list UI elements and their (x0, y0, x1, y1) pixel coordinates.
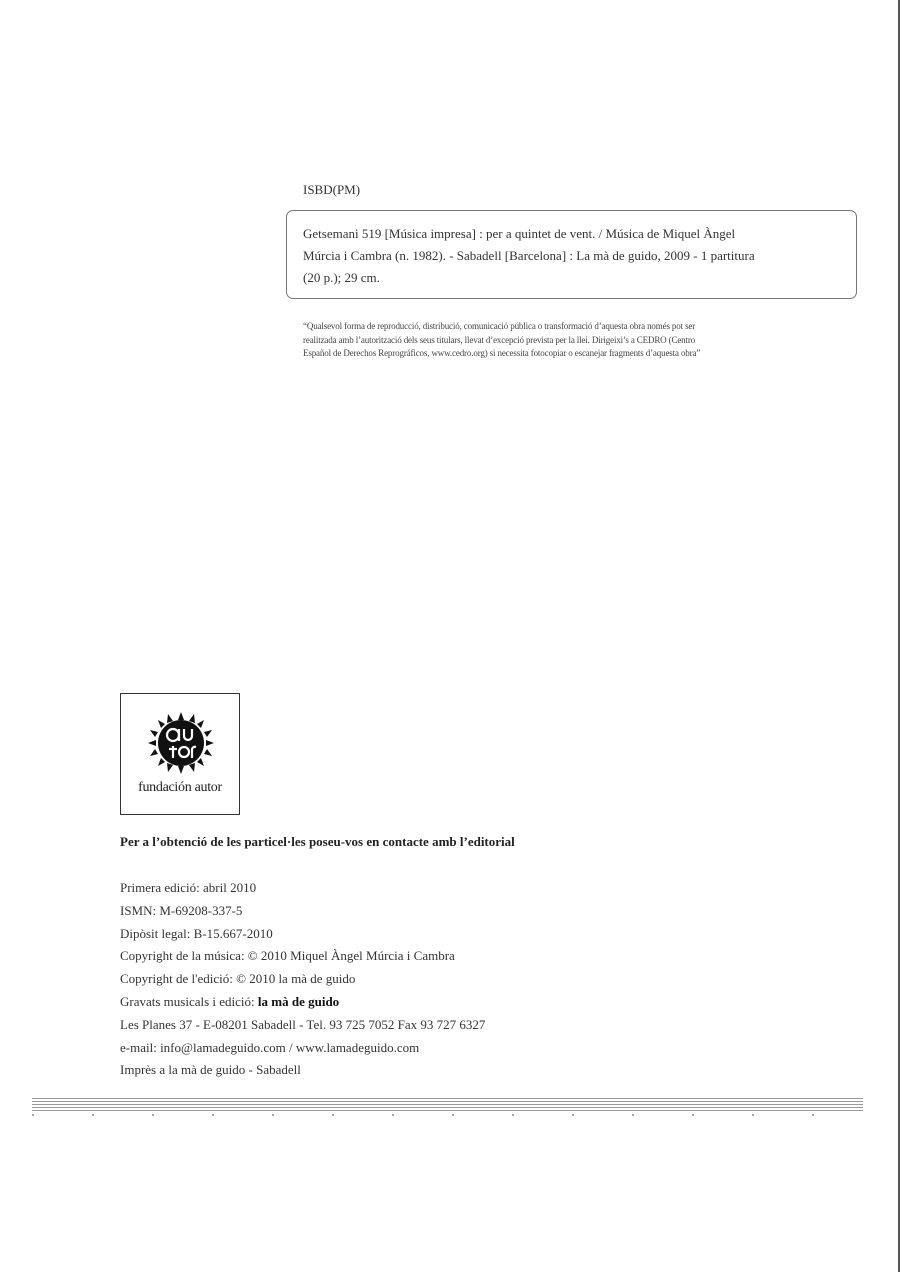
printed-by: Imprès a la mà de guido - Sabadell (120, 1062, 301, 1078)
copyright-notice-line: Español de Derechos Reprográficos, www.cedro.org) si necessita fotocopiar o escanejar fragments d’aquesta obra” (303, 348, 701, 358)
legal-deposit: Dipòsit legal: B-15.667-2010 (120, 925, 273, 941)
fundacion-autor-logo (120, 693, 240, 815)
publisher-address: Les Planes 37 - E-08201 Sabadell - Tel. 93 725 7052 Fax 93 727 6327 (120, 1016, 486, 1032)
isbd-label: ISBD(PM) (303, 182, 361, 197)
copyright-music: Copyright de la música: © 2010 Miquel Àngel Múrcia i Cambra (120, 948, 455, 964)
isbd-record-line: Getsemani 519 [Música impresa] : per a quintet de vent. / Música de Miquel Àngel (303, 226, 736, 241)
ismn: ISMN: M-69208-337-5 (120, 902, 243, 918)
engraving-publisher: la mà de guido (257, 993, 340, 1009)
parts-notice: Per a l’obtenció de les particel·les poseu-vos en contacte amb l’editorial (120, 834, 515, 849)
first-edition: Primera edició: abril 2010 (120, 880, 257, 895)
isbd-record-box (286, 210, 857, 299)
footer-rule (32, 1098, 863, 1113)
copyright-edition: Copyright de l'edició: © 2010 la mà de guido (120, 971, 356, 987)
isbd-record-line: Múrcia i Cambra (n. 1982). - Sabadell [Barcelona] : La mà de guido, 2009 - 1 partitura (303, 248, 755, 263)
publisher-contact: e-mail: info@lamadeguido.com / www.lamadeguido.com (120, 1039, 420, 1055)
engraving-label: Gravats musicals i edició: (120, 993, 258, 1009)
copyright-notice-line: “Qualsevol forma de reproducció, distribució, comunicació pública o transformació d’aquesta obra només pot ser (303, 321, 696, 331)
copyright-notice (303, 320, 848, 361)
footer-rule-dots (32, 1114, 863, 1116)
isbd-record-line: (20 p.); 29 cm. (303, 270, 380, 285)
credits-block (120, 877, 485, 1082)
logo-caption: fundación autor (138, 780, 222, 795)
sun-logo-icon (146, 710, 216, 776)
engraving-credit (120, 991, 485, 1014)
copyright-notice-line: realitzada amb l’autorització dels seus titulars, llevat d’excepció prevista per la llei. Dirigeixi’s a CEDRO (Centro (303, 334, 696, 345)
